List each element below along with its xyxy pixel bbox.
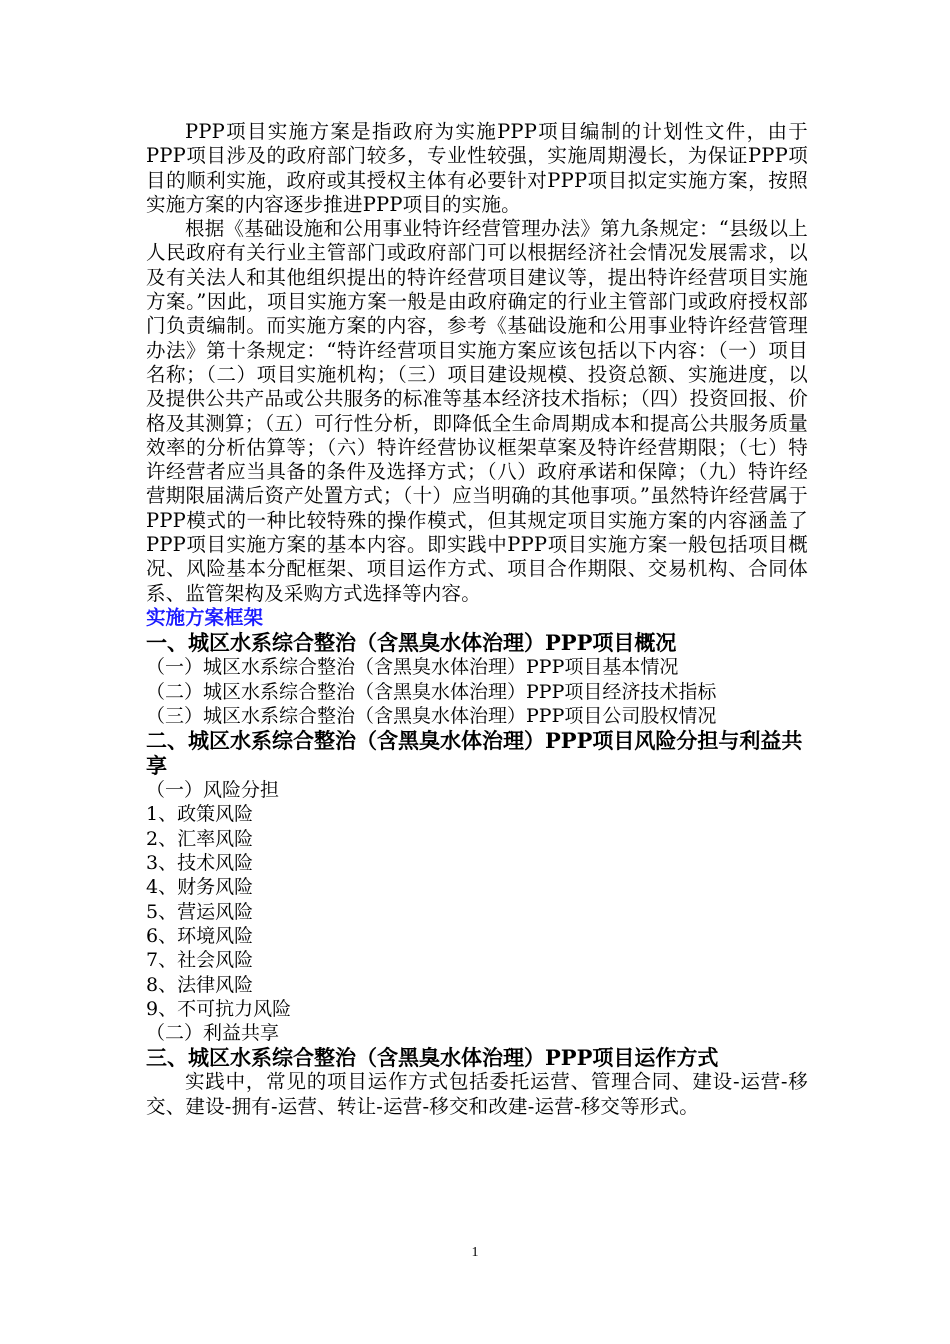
framework-label: 实施方案框架 — [146, 605, 264, 629]
risk-item: 5、营运风险 — [146, 900, 254, 923]
section-3-body: 实践中，常见的项目运作方式包括委托运营、管理合同、建设-运营-移交、建设-拥有-运营、转让-运营-移交和改建-运营-移交等形式。 — [146, 1070, 808, 1118]
section-2-sub-2: （二）利益共享 — [146, 1022, 280, 1045]
risk-item: 6、环境风险 — [146, 924, 254, 947]
risk-item: 9、不可抗力风险 — [146, 997, 292, 1020]
intro-paragraph-2: 根据《基础设施和公用事业特许经营管理办法》第九条规定：“县级以上人民政府有关行业主管部门或政府部门可以根据经济社会情况发展需求，以及有关法人和其他组织提出的特许经营项目建议等，提出特许经营项目实施方案。”因此，项目实施方案一般是由政府确定的行业主管部门或政府授权部门负责编制。而实施方案的内容，参考《基础设施和公用事业特许经营管理办法》第十条规定：“特许经营项目实施方案应该包括以下内容：（一）项目名称；（二）项目实施机构；（三）项目建设规模、投资总额、实施进度，以及提供公共产品或公共服务的标准等基本经济技术指标；（四）投资回报、价格及其测算；（五）可行性分析，即降低全生命周期成本和提高公共服务质量效率的分析估算等；（六）特许经营协议框架草案及特许经营期限；（七）特许经营者应当具备的条件及选择方式；（八）政府承诺和保障；（九）特许经营期限届满后资产处置方式；（十）应当明确的其他事项。”虽然特许经营属于PPP模式的一种比较特殊的操作模式，但其规定项目实施方案的内容涵盖了PPP项目实施方案的基本内容。即实践中PPP项目实施方案一般包括项目概况、风险基本分配框架、项目运作方式、项目合作期限、交易机构、合同体系、监管架构及采购方式选择等内容。 — [146, 217, 808, 605]
risk-item: 4、财务风险 — [146, 876, 254, 899]
risk-item: 3、技术风险 — [146, 852, 254, 875]
document-page — [146, 120, 808, 1119]
section-3-heading: 三、城区水系综合整治（含黑臭水体治理）PPP项目运作方式 — [146, 1045, 719, 1071]
risk-item: 2、汇率风险 — [146, 827, 254, 850]
risk-item: 1、政策风险 — [146, 803, 254, 826]
risk-item: 7、社会风险 — [146, 949, 254, 972]
page-number: 1 — [471, 1245, 479, 1260]
section-2-sub-1: （一）风险分担 — [146, 779, 280, 802]
intro-paragraph-1: PPP项目实施方案是指政府为实施PPP项目编制的计划性文件，由于PPP项目涉及的政府部门较多，专业性较强，实施周期漫长，为保证PPP项目的顺利实施，政府或其授权主体有必要针对PPP项目拟定实施方案，按照实施方案的内容逐步推进PPP项目的实施。 — [146, 120, 808, 216]
section-1-sub-1: （一）城区水系综合整治（含黑臭水体治理）PPP项目基本情况 — [146, 656, 679, 679]
section-1-heading: 一、城区水系综合整治（含黑臭水体治理）PPP项目概况 — [146, 630, 677, 656]
section-2-heading: 二、城区水系综合整治（含黑臭水体治理）PPP项目风险分担与利益共享 — [146, 728, 803, 779]
section-1-sub-2: （二）城区水系综合整治（含黑臭水体治理）PPP项目经济技术指标 — [146, 680, 717, 703]
section-1-sub-3: （三）城区水系综合整治（含黑臭水体治理）PPP项目公司股权情况 — [146, 704, 717, 727]
risk-item: 8、法律风险 — [146, 973, 254, 996]
